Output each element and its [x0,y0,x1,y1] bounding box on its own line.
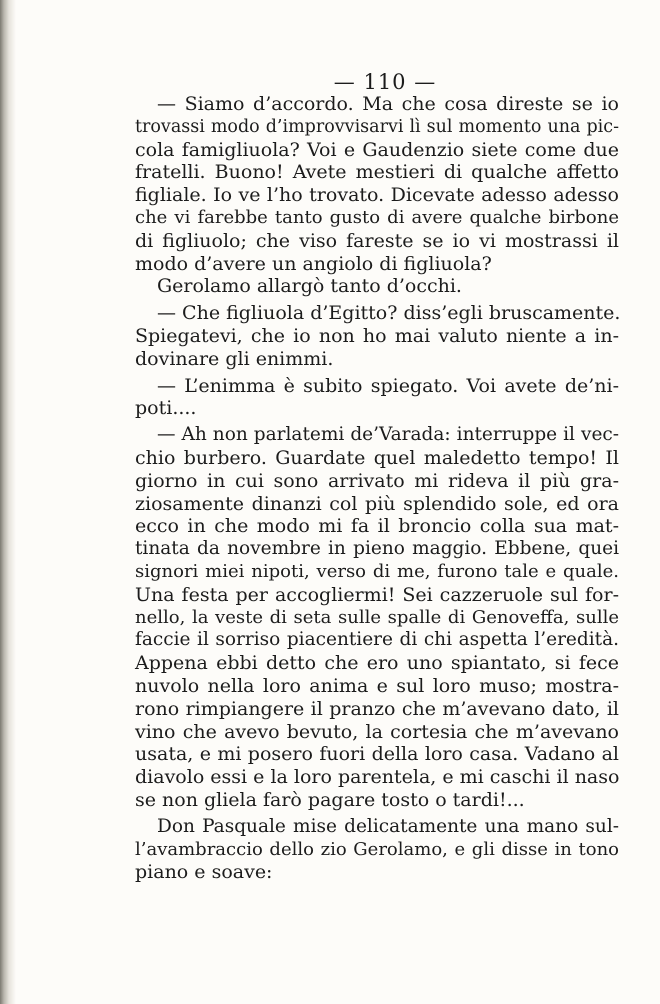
text-line: — Siamo d’accordo. Ma che cosa direste se io [157,93,619,115]
text-line: faccie il sorriso piacentiere di chi aspetta l’eredità. [135,629,619,651]
text-line: figliale. Io ve l’ho trovato. Dicevate adesso adesso [135,184,619,207]
text-line: Una festa per accogliermi! Sei cazzeruole sul for- [135,583,619,606]
text-line: nello, la veste di seta sulle spalle di Genoveffa, sulle [135,606,619,628]
text-line: signori miei nipoti, verso di me, furono tale e quale. [135,560,619,582]
text-line: rono rimpiangere il pranzo che m’avevano dato, il [135,697,619,720]
text-line: vino che avevo bevuto, la cortesia che m’avevano [135,720,619,743]
text-line: poti.... [135,397,197,420]
text-line: se non gliela farò pagare tosto o tardi!... [135,788,525,811]
page-number: — 110 — [333,70,437,94]
text-line: Appena ebbi detto che ero uno spiantato, si fece [135,652,619,675]
text-line: usata, e mi posero fuori della loro casa. Vadano al [135,743,619,766]
text-line: di figliuolo; che viso fareste se io vi mostrassi il [135,229,619,252]
text-line: nuvolo nella loro anima e sul loro muso; mostra- [135,674,619,697]
text-line: trovassi modo d’improvvisarvi lì sul momento una pic- [135,116,619,137]
text-line: — L’enimma è subito spiegato. Voi avete de’ni- [157,374,619,397]
text-line: — Ah non parlatemi de’Varada: interruppe il vec- [157,424,619,446]
text-line: cola famigliuola? Voi e Gaudenzio siete come due [135,138,619,161]
text-line: piano e soave: [135,861,273,884]
text-line: Don Pasquale mise delicatamente una mano sul- [157,815,619,837]
text-line: diavolo essi e la loro parentela, e mi caschi il naso [135,766,620,789]
text-line: Gerolamo allargò tanto d’occhi. [157,275,462,298]
text-line: tinata da novembre in pieno maggio. Ebbene, quei [135,538,619,560]
text-line: che vi farebbe tanto gusto di avere qualche birbone [135,206,619,228]
body-text [135,93,619,884]
page-spine-shadow [0,0,16,1004]
text-line: giorno in cui sono arrivato mi rideva il più gra- [135,469,619,492]
text-line: ziosamente dinanzi col più splendido sole, ed ora [135,492,619,515]
text-line: chio burbero. Guardate quel maledetto tempo! Il [135,446,619,469]
text-line: — Che figliuola d’Egitto? diss’egli bruscamente. [157,302,621,325]
text-line: modo d’avere un angiolo di figliuola? [135,252,492,275]
text-line: dovinare gli enimmi. [135,347,334,370]
text-line: Spiegatevi, che io non ho mai valuto niente a in- [135,324,619,347]
text-line: l’avambraccio dello zio Gerolamo, e gli disse in tono [135,838,619,860]
text-line: ecco in che modo mi fa il broncio colla sua mat- [135,515,619,538]
text-line: fratelli. Buono! Avete mestieri di qualche affetto [135,161,619,184]
